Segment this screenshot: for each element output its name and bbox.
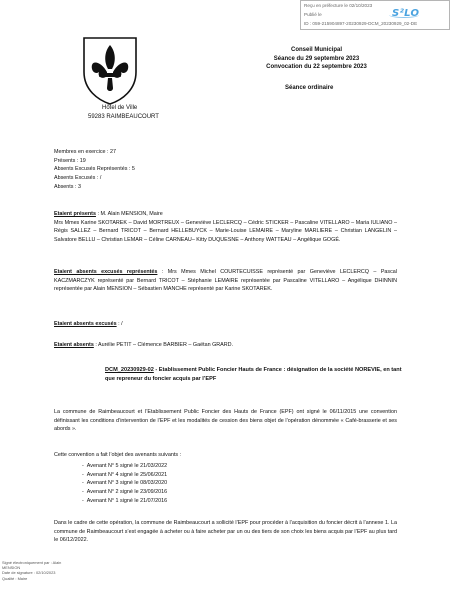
list-item: ‑ Avenant N° 4 signé le 25/06/2021 <box>82 471 168 478</box>
bullet-icon: ‑ <box>82 489 87 496</box>
list-item: ‑ Avenant N° 1 signé le 21/07/2016 <box>82 497 168 504</box>
stat-members: Membres en exercice : 27 <box>54 149 117 155</box>
city-hall-label: Hôtel de Ville <box>102 105 138 111</box>
deliberation-title <box>105 366 409 384</box>
list-item: ‑ Avenant N° 5 signé le 21/03/2022 <box>82 463 168 469</box>
excused-paragraph <box>54 320 397 329</box>
body-paragraph-3: Dans le cadre de cette opération, la commune de Raimbeaucourt a sollicité l’EPF pour procéder à l’acquisition du foncier décrit à l’annexe 1. La commune de Raimbeaucourt s’est engagée à acheter ou à faire acheter par un ou des tiers de son choix les biens acquis par l’EPF au plus tard le 06/12/2022. <box>54 520 397 544</box>
presents-label: Etaient présents <box>54 211 96 217</box>
represented-paragraph <box>54 268 397 294</box>
absents-label: Etaient absents <box>54 342 94 348</box>
excused-text: : / <box>116 321 123 327</box>
seance-type: Séance ordinaire <box>285 85 334 91</box>
stat-excused: Absents Excusés : / <box>54 175 102 182</box>
attendance-stats <box>54 148 135 192</box>
signature-date: Date de signature : 02/10/2023 <box>2 570 56 576</box>
stamp-published: Publié le <box>304 12 322 17</box>
city-crest-logo <box>80 34 140 106</box>
stamp-received: Reçu en préfecture le 02/10/2023 <box>304 3 373 8</box>
absents-paragraph <box>54 341 397 350</box>
bullet-icon: ‑ <box>82 497 87 504</box>
slo-logo: S²LO <box>392 8 420 19</box>
avenants-list <box>82 462 167 506</box>
signature-name: MENSION <box>2 565 21 571</box>
body-paragraph-2: Cette convention a fait l’objet des avenants suivants : <box>54 452 182 458</box>
stat-represented: Absents Excusés Représentés : 5 <box>54 166 135 173</box>
excused-label: Etaient absents excusés <box>54 321 117 327</box>
electronic-signature <box>2 560 61 581</box>
convocation-date: Convocation du 22 septembre 2023 <box>266 64 367 71</box>
body-paragraph-1: La commune de Raimbeaucourt et l’Etablissement Public Foncier des Hauts de France (EPF) ont signé le 06/11/2015 une convention définissant les conditions d’intervention de l’EPF et les modalités de cession des biens objet de l’opération dénommée « Café-brasserie et ses abords ». <box>54 409 397 433</box>
stamp-id: ID : 059-215904897-20230929-DCM_20230929_02-DE <box>304 21 418 26</box>
list-item: ‑ Avenant N° 3 signé le 08/03/2020 <box>82 480 168 487</box>
city-address <box>88 104 159 122</box>
signature-signed-by: Signé électroniquement par : Alain <box>2 560 62 565</box>
presents-text: : M. Alain MENSION, Maire Mrs Mmes Karine SKOTAREK – David MORTREUX – Geneviève LECLERCQ – Cédric STICKER – Pascaline VITELLARO – Maria IULIANO – Régis SALLEZ – Bernard TRICOT – Bernard HELLEBUYCK – Marie-Louise LEMAIRE – Maryline MARLIERE – Christian LANGELIN – Salvatore BELLU – Christian LEMAR – Céline CARNEAU– Kitty DUQUESNE – Anthony WATTEAU – Angélique GOGÉ. <box>54 211 397 244</box>
bullet-icon: ‑ <box>82 471 87 478</box>
stat-present: Présents : 19 <box>54 157 86 164</box>
fleur-de-lis-icon <box>80 34 140 106</box>
bullet-icon: ‑ <box>82 463 87 469</box>
council-title: Conseil Municipal <box>290 47 342 53</box>
presents-paragraph <box>54 210 397 245</box>
prefecture-stamp <box>300 0 450 30</box>
deliberation-subject: - Etablissement Public Foncier Hauts de France : désignation de la société NOREVIE, en tant que repreneur du foncier acquis par l’EPF <box>105 367 402 382</box>
city-postal-name: 59283 RAIMBEAUCOURT <box>88 114 159 120</box>
council-header <box>219 46 414 72</box>
bullet-icon: ‑ <box>82 480 87 487</box>
represented-label: Etaient absents excusés représentés <box>54 269 158 275</box>
absents-text: : Aurélie PETIT – Clémence BARBIER – Gaëtan GRARD. <box>93 342 234 348</box>
list-item: ‑ Avenant N° 2 signé le 23/09/2016 <box>82 489 168 496</box>
represented-text: : Mrs Mmes Michel COURTECUISSE représenté par Geneviève LECLERCQ – Pascal KACZMARCZYK représenté par Bernard TRICOT – Stéphanie LEMAIRE représentée par Pascaline VITELLARO – Angélique DHINNIN représentée par Alain MENSION – Sébastien MANCHE représenté par Karine SKOTAREK. <box>54 269 397 293</box>
stat-absent: Absents : 3 <box>54 183 81 190</box>
signature-quality: Qualité : Maire <box>2 575 28 581</box>
seance-date: Séance du 29 septembre 2023 <box>273 55 360 62</box>
deliberation-ref: DCM_20230929-02 <box>105 367 154 373</box>
